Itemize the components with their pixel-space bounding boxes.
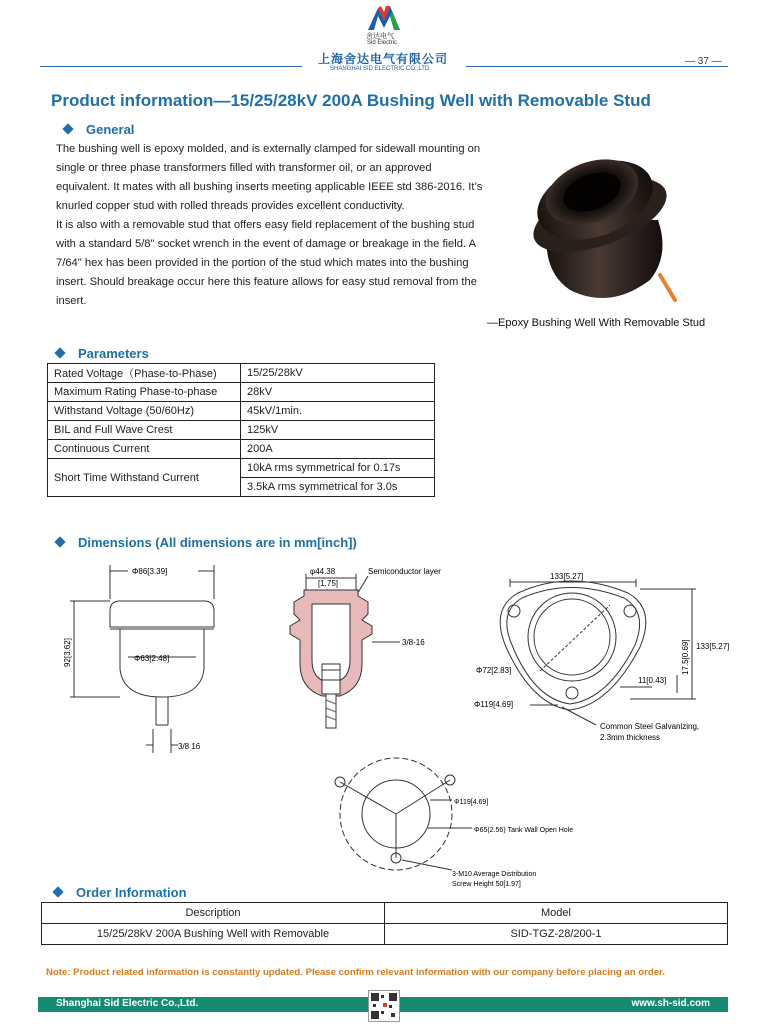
param-value: 3.5kA rms symmetrical for 3.0s [241, 478, 435, 497]
dim-thread: 3/8 16 [178, 742, 201, 751]
dim-d119-b: Φ119[4.69] [454, 799, 489, 806]
param-label: Rated Voltage（Phase-to-Phase) [48, 364, 241, 383]
parameters-heading: Parameters [56, 346, 149, 361]
diamond-bullet-icon [52, 886, 63, 897]
order-heading: Order Information [54, 885, 187, 900]
update-note: Note: Product related information is constantly updated. Please confirm relevant information with our company before placing an order. [46, 967, 665, 978]
dim-w133: 133[5.27] [550, 572, 584, 581]
flange-view-drawing [470, 565, 730, 750]
param-value: 15/25/28kV [241, 364, 435, 383]
table-row [48, 459, 435, 478]
dimensions-heading: Dimensions (All dimensions are in mm[inch]) [56, 535, 357, 550]
dim-d63: Φ63[2.48] [134, 654, 170, 663]
header-rule-left [40, 66, 302, 67]
m10-note-1: 3-M10 Average Distribution [452, 871, 537, 878]
page-number: — 37 — [685, 56, 722, 67]
param-label: BIL and Full Wave Crest [48, 421, 241, 440]
footer-website[interactable]: www.sh-sid.com [631, 998, 710, 1009]
flange-note-2: 2.3mm thickness [600, 733, 661, 742]
param-label: Maximum Rating Phase-to-phase [48, 383, 241, 402]
order-model-cell: SID-TGZ-28/200-1 [385, 924, 728, 945]
table-row [48, 383, 435, 402]
dim-d44: φ44.38 [310, 567, 336, 576]
param-value: 10kA rms symmetrical for 0.17s [241, 459, 435, 478]
diamond-bullet-icon [62, 123, 73, 134]
param-label: Continuous Current [48, 440, 241, 459]
general-paragraph-2: It is also with a removable stud that offers easy field replacement of the bushing stud with a standard 5/8" socket wrench in the event of damage or breakage in the field. A 7/64" hex has been provided in the portion of the stud which mates into the bushing insert. Should breakage occur here this feature allows for easy stud removal from the insert. [56, 219, 477, 307]
parameters-table [47, 363, 435, 497]
dim-d119: Φ119[4.69] [474, 700, 514, 709]
param-value: 125kV [241, 421, 435, 440]
dim-t11: 11[0.43] [638, 676, 667, 685]
param-label: Withstand Voltage (50/60Hz) [48, 402, 241, 421]
side-view-drawing [48, 557, 278, 757]
m10-note-2: Screw Height 50[1.97] [452, 881, 521, 888]
param-value: 45kV/1min. [241, 402, 435, 421]
product-photo [500, 150, 690, 320]
dim-h17: 17.5[0.69] [681, 639, 690, 675]
table-row [48, 364, 435, 383]
order-description-cell: 15/25/28kV 200A Bushing Well with Removable [42, 924, 385, 945]
table-row [48, 402, 435, 421]
section-view-drawing [276, 560, 476, 740]
logo-small-en: Sid Electric [367, 40, 398, 46]
flange-note-1: Common Steel Galvanizing, [600, 722, 700, 731]
semiconductor-label: Semiconductor layer [368, 567, 441, 576]
col-model-header: Model [385, 903, 728, 924]
dim-d86: Φ86[3.39] [132, 567, 168, 576]
dim-d44-inch: [1.75] [318, 579, 339, 588]
tank-hole-drawing [310, 752, 610, 892]
logo-mark [362, 2, 406, 32]
table-row [42, 903, 728, 924]
param-value: 28kV [241, 383, 435, 402]
table-row [42, 924, 728, 945]
company-name-cn: 上海舍达电气有限公司 [318, 52, 449, 66]
footer-company: Shanghai Sid Electric Co.,Ltd. [56, 998, 199, 1009]
dim-d65: Φ65(2.56) Tank Wall Open Hole [474, 827, 574, 834]
general-heading: General [64, 122, 134, 137]
dim-d72: Φ72[2.83] [476, 666, 512, 675]
logo-small-cn: 舍达电气 [366, 33, 394, 40]
dim-h133: 133[5.27] [696, 642, 730, 651]
diamond-bullet-icon [54, 347, 65, 358]
photo-caption: —Epoxy Bushing Well With Removable Stud [487, 317, 706, 329]
col-description-header: Description [42, 903, 385, 924]
dim-h92: 92[3.62] [63, 638, 72, 667]
param-value: 200A [241, 440, 435, 459]
qr-code-icon [368, 990, 400, 1022]
table-row [48, 421, 435, 440]
param-label: Short Time Withstand Current [48, 459, 241, 497]
diamond-bullet-icon [54, 536, 65, 547]
table-row [48, 440, 435, 459]
company-name-en: SHANGHAI SID ELECTRIC CO.,LTD. [330, 66, 431, 72]
dim-thread-2: 3/8-16 [402, 638, 425, 647]
general-paragraph-1: The bushing well is epoxy molded, and is externally clamped for sidewall mounting on single or three phase transformers filled with transformer oil, or an approved equivalent. It mates with all bushing inserts meeting applicable IEEE std 386-2016. It’s knurled copper stud with rolled threads provides excellent conductivity. [56, 143, 483, 212]
general-text [56, 140, 486, 311]
page-title: Product information—15/25/28kV 200A Bushing Well with Removable Stud [51, 91, 651, 110]
order-table [41, 902, 728, 945]
